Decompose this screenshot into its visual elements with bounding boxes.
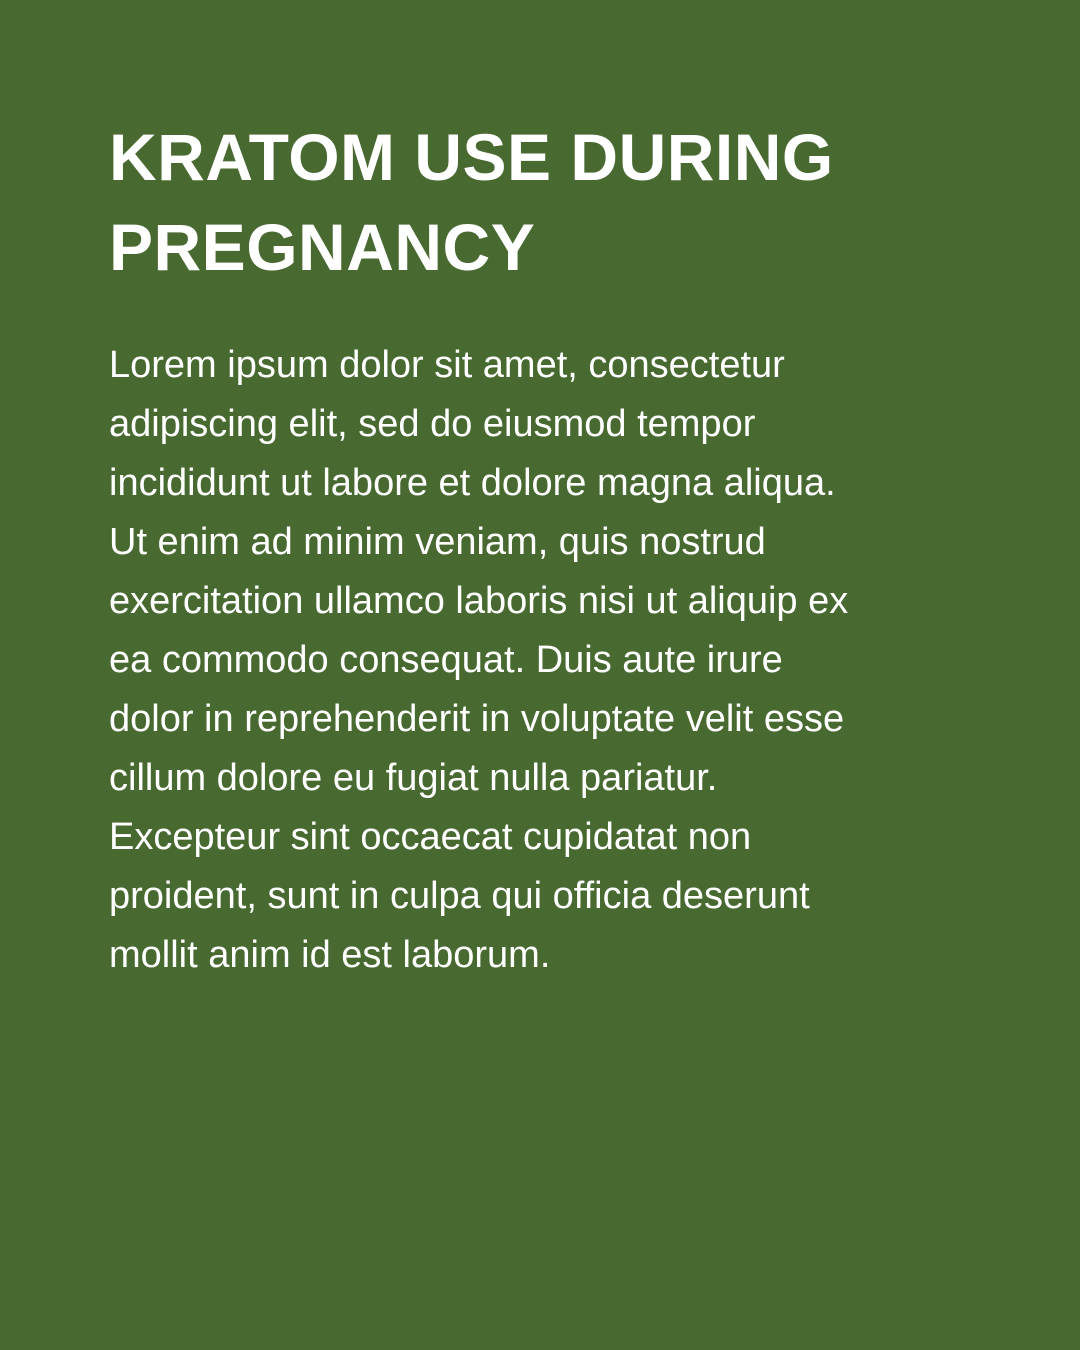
body-paragraph: Lorem ipsum dolor sit amet, consectetur adipiscing elit, sed do eiusmod tempor incididunt ut labore et dolore magna aliqua. Ut enim ad minim veniam, quis nostrud exercitation ullamco laboris nisi ut aliquip ex ea commodo consequat. Duis aute irure dolor in reprehenderit in voluptate velit esse cillum dolore eu fugiat nulla pariatur. Excepteur sint occaecat cupidatat non proident, sunt in culpa qui officia deserunt mollit anim id est laborum. [109,344,849,976]
page-title: KRATOM USE DURING PREGNANCY [109,120,834,284]
